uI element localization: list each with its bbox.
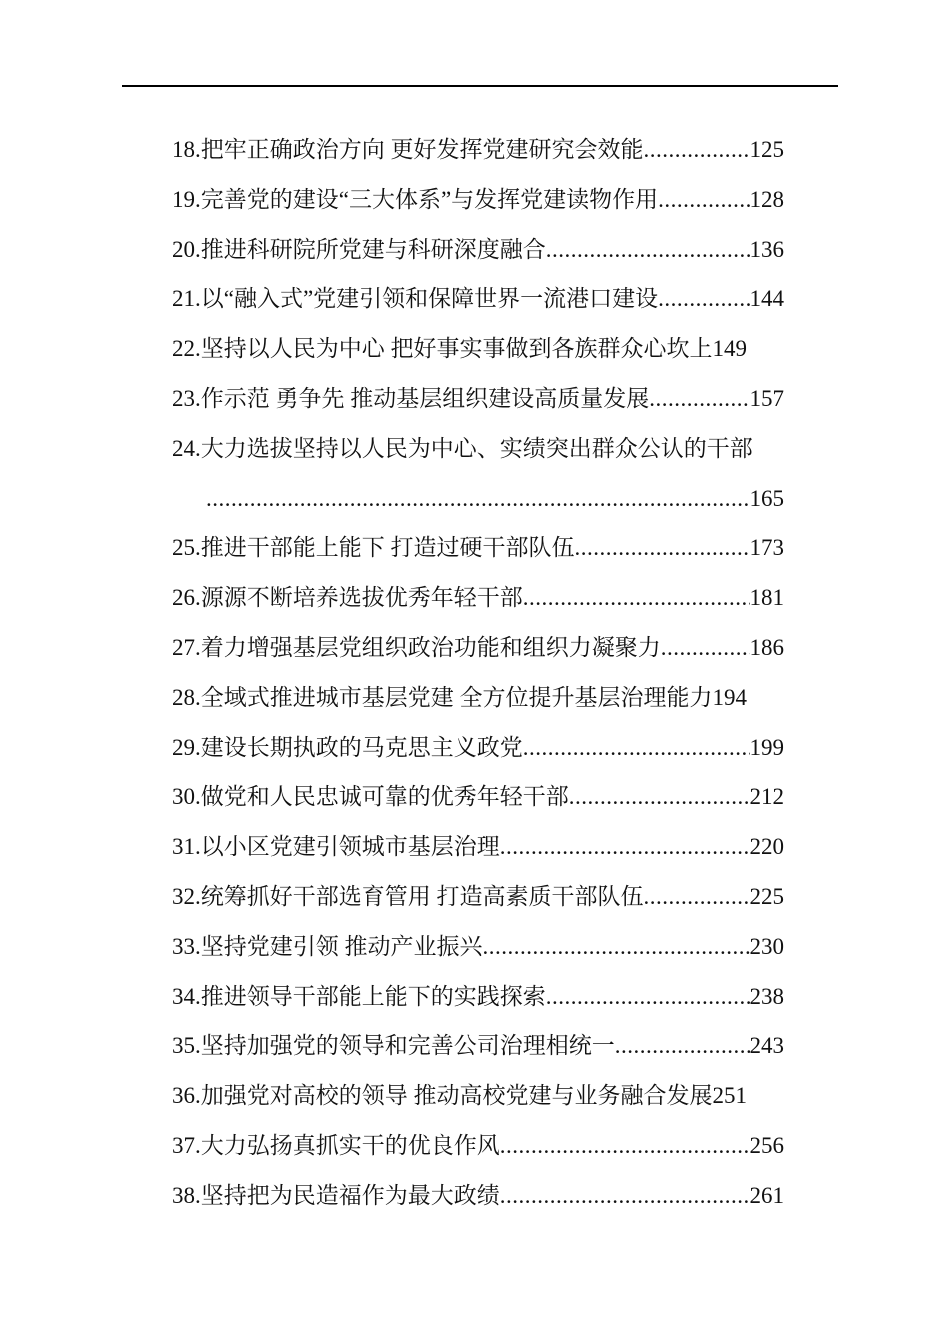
- toc-entry-title: 38.坚持把为民造福作为最大政绩: [172, 1182, 500, 1208]
- toc-entry-31[interactable]: [172, 822, 822, 872]
- toc-page-number: 165: [749, 485, 784, 511]
- toc-page-number: 149: [712, 336, 747, 362]
- toc-page-number: 128: [749, 186, 784, 212]
- dot-leader: [575, 523, 750, 573]
- toc-page-number: 181: [749, 585, 784, 611]
- toc-entry-title: 26.源源不断培养选拔优秀年轻干部: [172, 585, 523, 611]
- header-rule: [122, 85, 838, 87]
- toc-entry-title: 31.以小区党建引领城市基层治理: [172, 834, 500, 860]
- toc-entry-18[interactable]: [172, 125, 822, 175]
- toc-entry-title: 29.建设长期执政的马克思主义政党: [172, 734, 523, 760]
- toc-entry-title: 18.把牢正确政治方向 更好发挥党建研究会效能: [172, 137, 644, 162]
- toc-entry-title: 32.统筹抓好干部选育管用 打造高素质干部队伍: [172, 883, 644, 909]
- dot-leader: [483, 922, 750, 972]
- toc-page-number: 186: [749, 634, 784, 660]
- dot-leader: [546, 972, 750, 1022]
- toc-entry-title: 19.完善党的建设“三大体系”与发挥党建读物作用: [172, 186, 659, 212]
- toc-entry-29[interactable]: [172, 723, 822, 773]
- toc-entry-title: 23.作示范 勇争先 推动基层组织建设高质量发展: [172, 385, 650, 411]
- toc-page-number: 136: [749, 236, 784, 262]
- toc-entry-title: 22.坚持以人民为中心 把好事实事做到各族群众心坎上: [172, 336, 713, 362]
- toc-entry-28[interactable]: [172, 673, 822, 723]
- dot-leader: [500, 1171, 750, 1221]
- toc-page-number: 144: [749, 286, 784, 312]
- toc-page-number: 230: [749, 933, 784, 959]
- toc-entry-22[interactable]: [172, 324, 822, 374]
- toc-entry-title: 20.推进科研院所党建与科研深度融合: [172, 236, 546, 262]
- toc-entry-36[interactable]: [172, 1071, 822, 1121]
- toc-entry-title: 34.推进领导干部能上能下的实践探索: [172, 983, 546, 1009]
- toc-entry-title: 24.大力选拔坚持以人民为中心、实绩突出群众公认的干部: [172, 435, 753, 461]
- dot-leader: [658, 175, 749, 225]
- toc-page-number: 157: [749, 385, 784, 411]
- toc-entry-title: 21.以“融入式”党建引领和保障世界一流港口建设: [172, 286, 659, 312]
- toc-entry-21[interactable]: [172, 274, 822, 324]
- dot-leader: [569, 772, 750, 822]
- toc-page-number: 194: [712, 684, 747, 710]
- toc-entry-34[interactable]: [172, 972, 822, 1022]
- toc-entry-title: 37.大力弘扬真抓实干的优良作风: [172, 1132, 500, 1158]
- toc-entry-title: 28.全域式推进城市基层党建 全方位提升基层治理能力: [172, 684, 713, 710]
- toc-page-number: 225: [749, 883, 784, 909]
- toc-entry-20[interactable]: [172, 225, 822, 275]
- dot-leader: [206, 474, 750, 524]
- toc-page-number: 261: [749, 1182, 784, 1208]
- toc-entry-19[interactable]: [172, 175, 822, 225]
- toc-entry-26[interactable]: [172, 573, 822, 623]
- toc-entry-35[interactable]: [172, 1021, 822, 1071]
- dot-leader: [523, 723, 750, 773]
- dot-leader: [615, 1021, 750, 1071]
- dot-leader: [500, 1121, 750, 1171]
- toc-entry-25[interactable]: [172, 523, 822, 573]
- toc-entry-32[interactable]: [172, 872, 822, 922]
- dot-leader: [649, 374, 749, 424]
- dot-leader: [644, 125, 750, 175]
- toc-entry-38[interactable]: [172, 1171, 822, 1221]
- toc-entry-title: 25.推进干部能上能下 打造过硬干部队伍: [172, 535, 575, 561]
- dot-leader: [523, 573, 750, 623]
- dot-leader: [546, 225, 750, 275]
- dot-leader: [661, 623, 750, 673]
- toc-entry-27[interactable]: [172, 623, 822, 673]
- dot-leader: [658, 274, 749, 324]
- dot-leader: [500, 822, 750, 872]
- toc-entry-30[interactable]: [172, 772, 822, 822]
- toc-entry-37[interactable]: [172, 1121, 822, 1171]
- toc-entry-23[interactable]: [172, 374, 822, 424]
- toc-page-number: 199: [749, 734, 784, 760]
- toc-page-number: 243: [749, 1033, 784, 1059]
- toc-page-number: 256: [749, 1132, 784, 1158]
- toc-entry-24-continuation[interactable]: [172, 474, 822, 524]
- toc-entry-title: 27.着力增强基层党组织政治功能和组织力凝聚力: [172, 634, 661, 660]
- toc-entry-24[interactable]: [172, 424, 822, 474]
- toc-entry-title: 30.做党和人民忠诚可靠的优秀年轻干部: [172, 784, 569, 810]
- toc-entry-33[interactable]: [172, 922, 822, 972]
- table-of-contents: [172, 125, 822, 1221]
- toc-entry-title: 35.坚持加强党的领导和完善公司治理相统一: [172, 1033, 615, 1059]
- toc-page-number: 125: [749, 137, 784, 162]
- toc-page-number: 251: [712, 1083, 747, 1109]
- toc-entry-title: 33.坚持党建引领 推动产业振兴: [172, 933, 483, 959]
- toc-page-number: 173: [749, 535, 784, 561]
- dot-leader: [644, 872, 750, 922]
- toc-page-number: 212: [749, 784, 784, 810]
- toc-entry-title: 36.加强党对高校的领导 推动高校党建与业务融合发展: [172, 1083, 713, 1109]
- toc-page-number: 220: [749, 834, 784, 860]
- toc-page-number: 238: [749, 983, 784, 1009]
